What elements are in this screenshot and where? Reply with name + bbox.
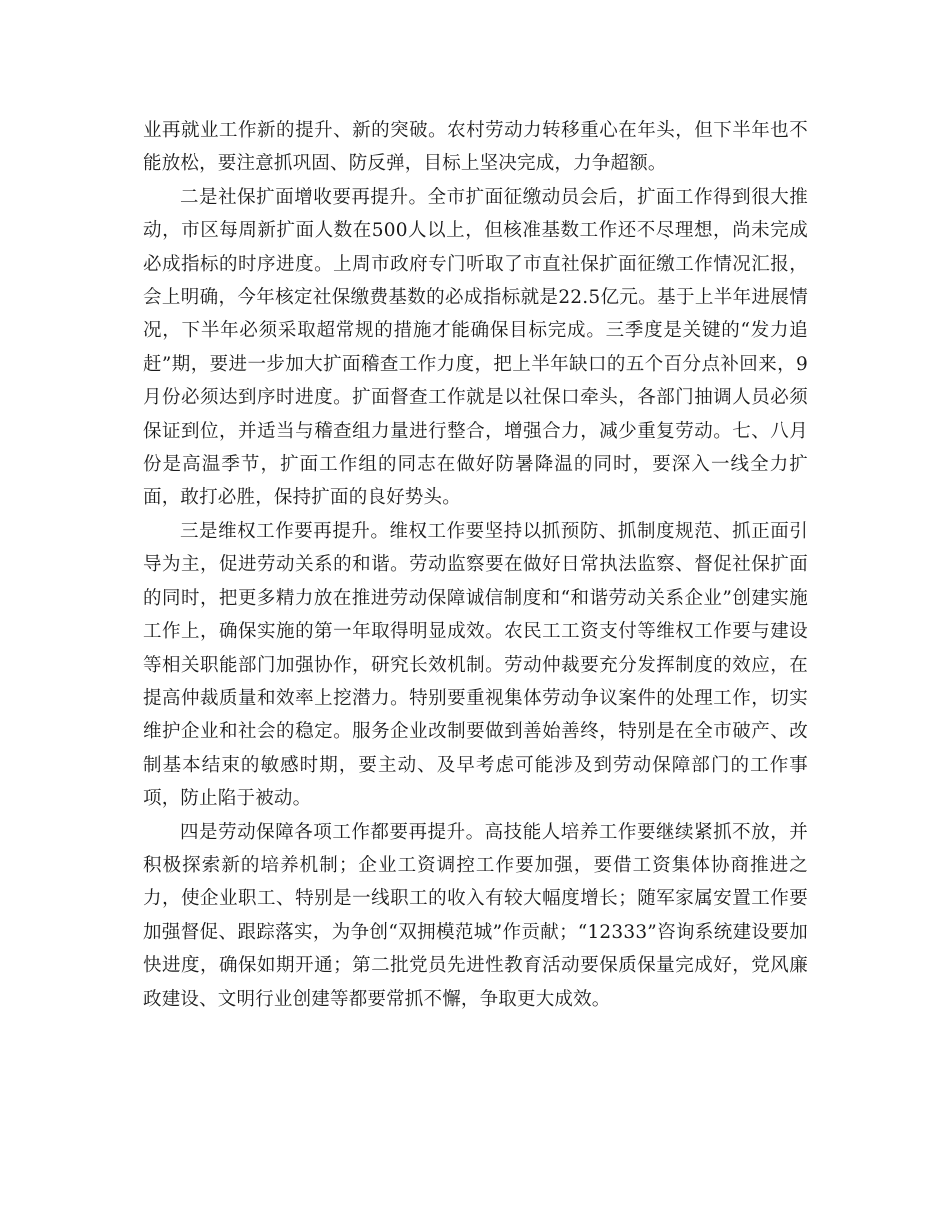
- paragraph-social-insurance: 二是社保扩面增收要再提升。全市扩面征缴动员会后，扩面工作得到很大推动，市区每周新扩面人数在500人以上，但核准基数工作还不尽理想，尚未完成必成指标的时序进度。上周市政府专门听取了市直社保扩面征缴工作情况汇报，会上明确，今年核定社保缴费基数的必成指标就是22.5亿元。基于上半年进展情况，下半年必须采取超常规的措施才能确保目标完成。三季度是关键的“发力追赶”期，要进一步加大扩面稽查工作力度，把上半年缺口的五个百分点补回来，9月份必须达到序时进度。扩面督查工作就是以社保口牵头，各部门抽调人员必须保证到位，并适当与稽查组力量进行整合，增强合力，减少重复劳动。七、八月份是高温季节，扩面工作组的同志在做好防暑降温的同时，要深入一线全力扩面，敢打必胜，保持扩面的良好势头。: [143, 186, 808, 509]
- paragraph-rights-protection: 三是维权工作要再提升。维权工作要坚持以抓预防、抓制度规范、抓正面引导为主，促进劳动关系的和谐。劳动监察要在做好日常执法监察、督促社保扩面的同时，把更多精力放在推进劳动保障诚信制度和“和谐劳动关系企业”创建实施工作上，确保实施的第一年取得明显成效。农民工工资支付等维权工作要与建设等相关职能部门加强协作，研究长效机制。劳动仲裁要充分发挥制度的效应，在提高仲裁质量和效率上挖潜力。特别要重视集体劳动争议案件的处理工作，切实维护企业和社会的稳定。服务企业改制要做到善始善终，特别是在全市破产、改制基本结束的敏感时期，要主动、及早考虑可能涉及到劳动保障部门的工作事项，防止陷于被动。: [143, 520, 808, 810]
- paragraph-continuation: 业再就业工作新的提升、新的突破。农村劳动力转移重心在年头，但下半年也不能放松，要注意抓巩固、防反弹，目标上坚决完成，力争超额。: [143, 120, 808, 175]
- document-body: [143, 114, 808, 1016]
- paragraph-labor-security-tasks: 四是劳动保障各项工作都要再提升。高技能人培养工作要继续紧抓不放，并积极探索新的培养机制；企业工资调控工作要加强，要借工资集体协商推进之力，使企业职工、特别是一线职工的收入有较大幅度增长；随军家属安置工作要加强督促、跟踪落实，为争创“双拥模范城”作贡献；“12333”咨询系统建设要加快进度，确保如期开通；第二批党员先进性教育活动要保质保量完成好，党风廉政建设、文明行业创建等都要常抓不懈，争取更大成效。: [143, 821, 808, 1010]
